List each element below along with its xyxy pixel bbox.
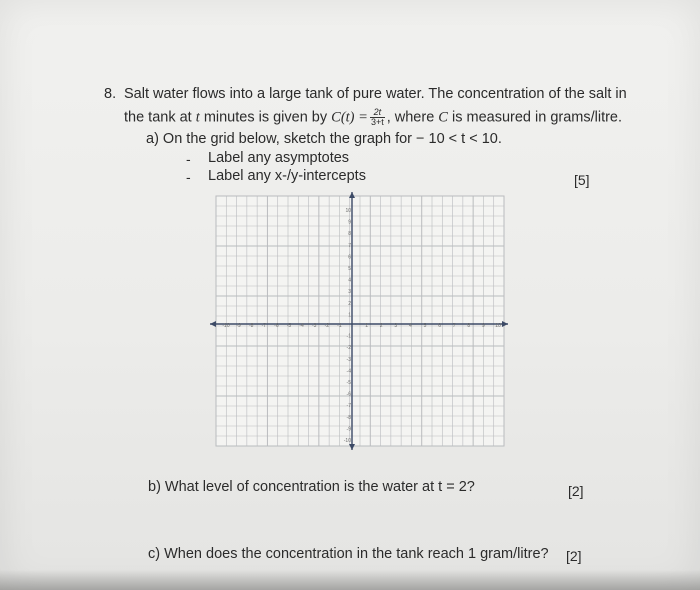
x-tick-label: -4 [299,323,304,329]
y-tick-label: 5 [348,266,351,272]
x-tick-label: 1 [365,323,368,329]
y-tick-label: -5 [346,380,351,386]
x-axis-arrow-right [502,321,508,327]
bullet-dash: - [186,151,191,167]
y-tick-label: 2 [348,300,351,307]
x-axis-arrow-left [210,321,216,327]
y-tick-label: 1 [348,312,351,319]
grid-svg[interactable] [208,190,512,452]
function-expression: C(t) = [331,109,368,126]
y-tick-label: 4 [348,277,351,284]
x-tick-label: -9 [236,323,241,329]
x-tick-label: 2 [379,323,383,329]
x-tick-label: 3 [394,323,398,329]
variable-C: C [438,109,448,126]
x-tick-label: 8 [467,323,471,329]
fraction-numerator: 2t [370,108,385,118]
x-tick-label: 4 [409,323,412,329]
y-tick-label: -7 [346,403,351,410]
bullet-asymptotes: Label any asymptotes [208,150,350,166]
variable-t: t [195,109,200,126]
x-tick-label: -2 [324,323,330,329]
y-tick-label: 9 [348,219,351,226]
bullet-dash: - [186,169,191,185]
x-tick-label: -3 [311,323,317,329]
x-tick-label: -5 [286,323,292,329]
y-tick-label: -4 [346,368,351,375]
question-stem-line1: Salt water flows into a large tank of pure water. The concentration of the salt in [124,86,627,102]
question-number: 8. [104,86,117,102]
x-tick-label: -8 [248,323,254,329]
x-tick-label: -1 [337,323,342,329]
y-tick-label: 8 [348,231,351,238]
fraction-denominator: 3+t [370,117,384,127]
y-tick-label: -10 [343,438,351,444]
x-tick-label: 5 [423,323,427,329]
marks-part-a: [5] [574,172,590,188]
part-b-prompt: b) What level of concentration is the water at t = 2? [148,479,475,495]
y-tick-label: -6 [346,391,351,398]
bullet-intercepts: Label any x-/y-intercepts [208,168,366,184]
y-tick-label: 3 [348,289,351,296]
stem-text: , where [386,109,435,126]
y-tick-label: -8 [346,414,351,421]
fraction [370,108,385,127]
stem-text: the tank at [124,109,192,126]
stem-text: minutes is given by [203,109,328,126]
y-tick-label: -3 [346,356,351,363]
y-axis-arrow-up [349,192,355,198]
x-tick-label: 6 [438,323,441,329]
y-tick-label: 6 [348,254,351,261]
y-tick-label: -1 [346,333,351,340]
graph-grid[interactable] [208,190,512,452]
y-tick-label: -2 [346,345,351,352]
x-tick-label: -10 [222,323,230,329]
stem-text: is measured in grams/litre. [452,109,623,126]
x-tick-label: 7 [452,323,456,329]
question-stem-line2 [124,108,622,127]
part-a-prompt: a) On the grid below, sketch the graph for − 10 < t < 10. [146,131,502,147]
x-tick-label: 9 [482,323,485,329]
x-tick-label: -7 [261,323,267,329]
x-tick-label: 10 [495,323,501,329]
marks-part-b: [2] [568,483,584,499]
y-tick-label: 7 [348,242,351,249]
page-edge-shadow [0,570,700,590]
x-tick-label: -6 [274,323,279,329]
marks-part-c: [2] [566,548,582,564]
y-tick-label: -9 [346,426,351,433]
y-tick-label: 10 [345,208,351,214]
part-c-prompt: c) When does the concentration in the tank reach 1 gram/litre? [148,546,549,562]
y-axis-arrow-down [349,444,355,450]
